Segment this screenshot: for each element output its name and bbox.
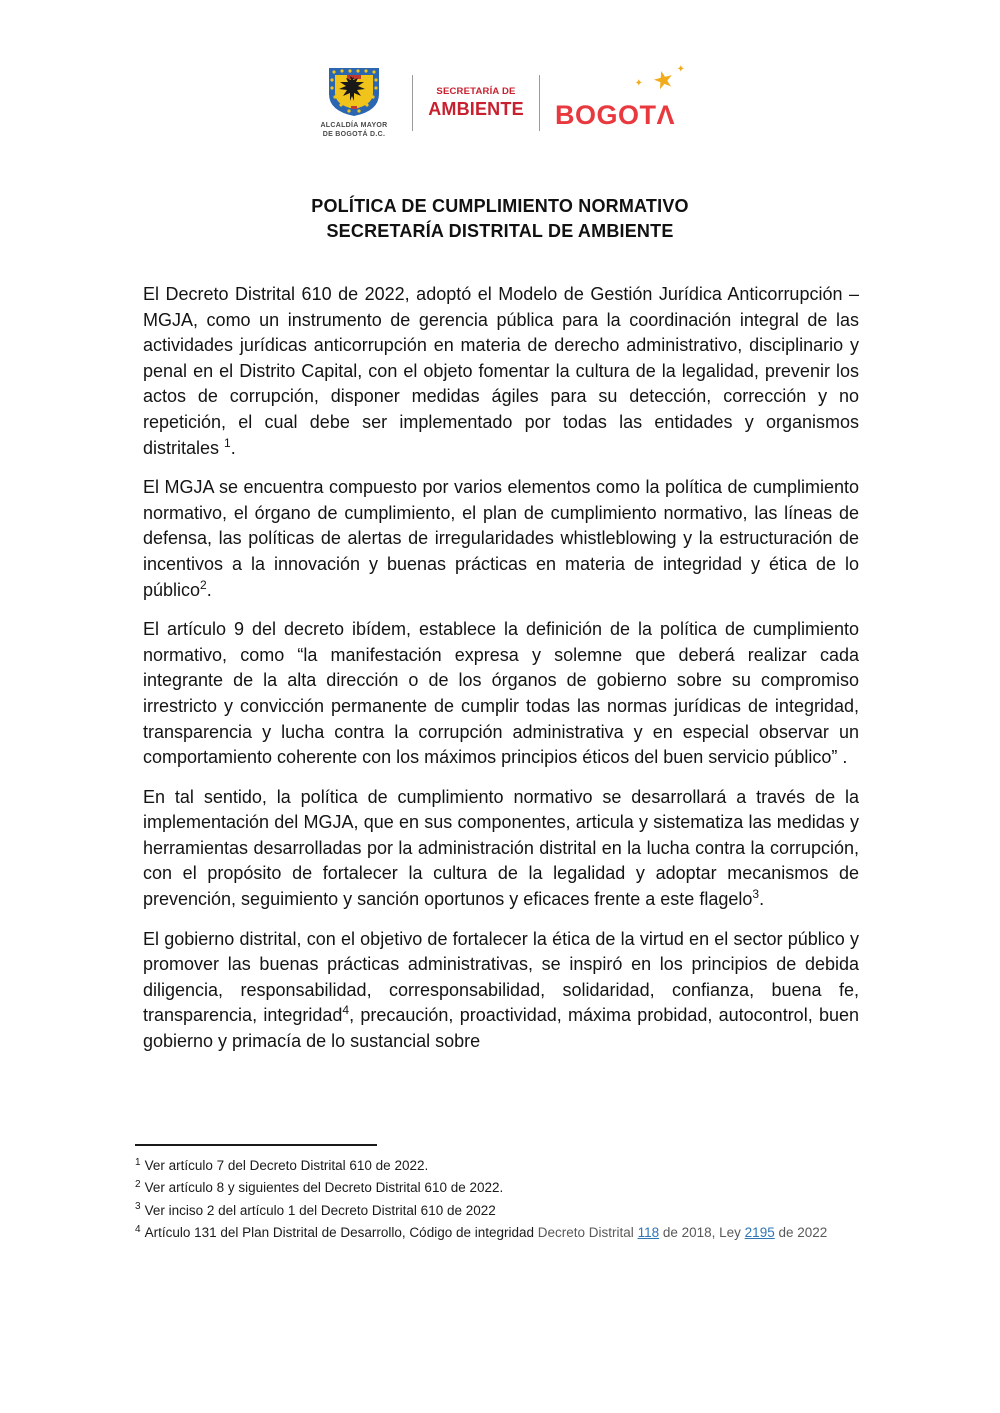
footnote-marker: 4 bbox=[135, 1223, 141, 1235]
secretaria-line1: SECRETARÍA DE bbox=[436, 86, 516, 98]
footnote-reference-text: de 2018, Ley bbox=[659, 1225, 745, 1241]
footnote-marker: 3 bbox=[135, 1201, 141, 1213]
title-line2: SECRETARÍA DISTRITAL DE AMBIENTE bbox=[326, 221, 674, 241]
footnote-text: Ver artículo 8 y siguientes del Decreto Distrital 610 de 2022. bbox=[144, 1180, 504, 1196]
footnote-text: Ver artículo 7 del Decreto Distrital 610 de 2022. bbox=[144, 1158, 429, 1173]
footnote-text: Artículo 131 del Plan Distrital de Desarrollo, Código de integridad bbox=[144, 1225, 538, 1241]
document-paragraph: El artículo 9 del decreto ibídem, establece la definición de la política de cumplimiento normativo, como “la manifestación expresa y solemne que deberá realizar cada integrante de la alta dirección o de los órganos de gobierno sobre su compromiso irrestricto y convicción permanente de cumplir todas las normas jurídicas de integridad, transparencia y lucha contra la corrupción administrativa y en especial observar un comportamiento coherente con los máximos principios éticos del buen servicio público” . bbox=[143, 619, 859, 768]
footnote bbox=[135, 1177, 875, 1199]
bogota-wordmark bbox=[555, 63, 689, 137]
footnote-marker: 1 bbox=[135, 1156, 141, 1168]
footnote-text: Ver inciso 2 del artículo 1 del Decreto Distrital 610 de 2022 bbox=[144, 1202, 496, 1218]
bogota-text: BOGOTΛ bbox=[555, 99, 676, 130]
document-title bbox=[0, 194, 1000, 244]
small-star-icon: ✦ bbox=[676, 63, 685, 75]
footnote-reference-text: de 2022 bbox=[774, 1225, 828, 1241]
bogota-lambda: Λ bbox=[656, 99, 676, 130]
crest-caption-line2: DE BOGOTÁ D.C. bbox=[322, 131, 386, 138]
footnote-link[interactable]: 2195 bbox=[744, 1225, 775, 1241]
header-divider-left bbox=[412, 75, 413, 131]
document-body bbox=[143, 282, 859, 1069]
footnote-ref: 3 bbox=[752, 887, 760, 902]
document-paragraph: El MGJA se encuentra compuesto por varios elementos como la política de cumplimiento normativo, el órgano de cumplimiento, el plan de cumplimiento normativo, las líneas de defensa, las políticas de alertas de irregularidades whistleblowing y la estructuración de incentivos a la innovación y buenas prácticas en materia de integridad y ética de lo público$^2$. bbox=[143, 477, 859, 600]
header-divider-right bbox=[539, 75, 540, 131]
footnote-marker: 2 bbox=[135, 1178, 141, 1190]
crest-logo bbox=[311, 66, 397, 139]
crest-caption-line1: ALCALDÍA MAYOR bbox=[320, 122, 388, 129]
document-paragraph: El Decreto Distrital 610 de 2022, adoptó el Modelo de Gestión Jurídica Anticorrupción – MGJA, como un instrumento de gerencia pública para la coordinación integral de las actividades jurídicas anticorrupción en materia de derecho administrativo, disciplinario y penal en el Distrito Capital, con el objeto fomentar la cultura de la legalidad, prevenir los actos de corrupción, disponer medidas ágiles para su detección, corrección y no repetición, el cual debe ser implementado por todas las entidades y organismos distritales $^1$. bbox=[143, 284, 859, 458]
secretaria-line2: AMBIENTE bbox=[428, 98, 524, 119]
footnote bbox=[135, 1222, 875, 1244]
footnotes-section bbox=[135, 1144, 875, 1245]
footnote bbox=[135, 1155, 875, 1177]
footnote-ref: 1 bbox=[224, 435, 231, 450]
crest-shield-icon bbox=[326, 66, 382, 118]
big-star-icon: ★ bbox=[650, 64, 678, 96]
title-line1: POLÍTICA DE CUMPLIMIENTO NORMATIVO bbox=[311, 196, 689, 216]
footnote-ref: 2 bbox=[200, 577, 207, 592]
footnote-ref: 4 bbox=[342, 1003, 350, 1018]
footnote bbox=[135, 1200, 875, 1222]
footnote-separator bbox=[135, 1144, 377, 1146]
footnote-link[interactable]: 118 bbox=[637, 1225, 660, 1241]
document-paragraph: El gobierno distrital, con el objetivo de fortalecer la ética de la virtud en el sector público y promover las buenas prácticas administrativas, se inspiró en los principios de debida diligencia, responsabilidad, corresponsabilidad, solidaridad, confianza, buena fe, transparencia, integridad$^4$, precaución, proactividad, máxima probidad, autocontrol, buen gobierno y primacía de lo sustancial sobre bbox=[143, 928, 860, 1052]
header bbox=[0, 63, 1000, 139]
footnote-list bbox=[135, 1155, 875, 1245]
crest-caption bbox=[311, 121, 397, 139]
small-star-icon: ✦ bbox=[634, 77, 643, 89]
footnote-reference-text: Decreto Distrital bbox=[537, 1225, 638, 1241]
secretaria-wordmark bbox=[428, 87, 524, 118]
document-paragraph: En tal sentido, la política de cumplimiento normativo se desarrollará a través de la implementación del MGJA, que en sus componentes, articula y sistematiza las medidas y herramientas desarrolladas por la administración distrital en la lucha contra la corrupción, con el propósito de fortalecer la cultura de la legalidad y adoptar mecanismos de prevención, seguimiento y sanción oportunos y eficaces frente a este flagelo$^3$. bbox=[143, 786, 859, 910]
